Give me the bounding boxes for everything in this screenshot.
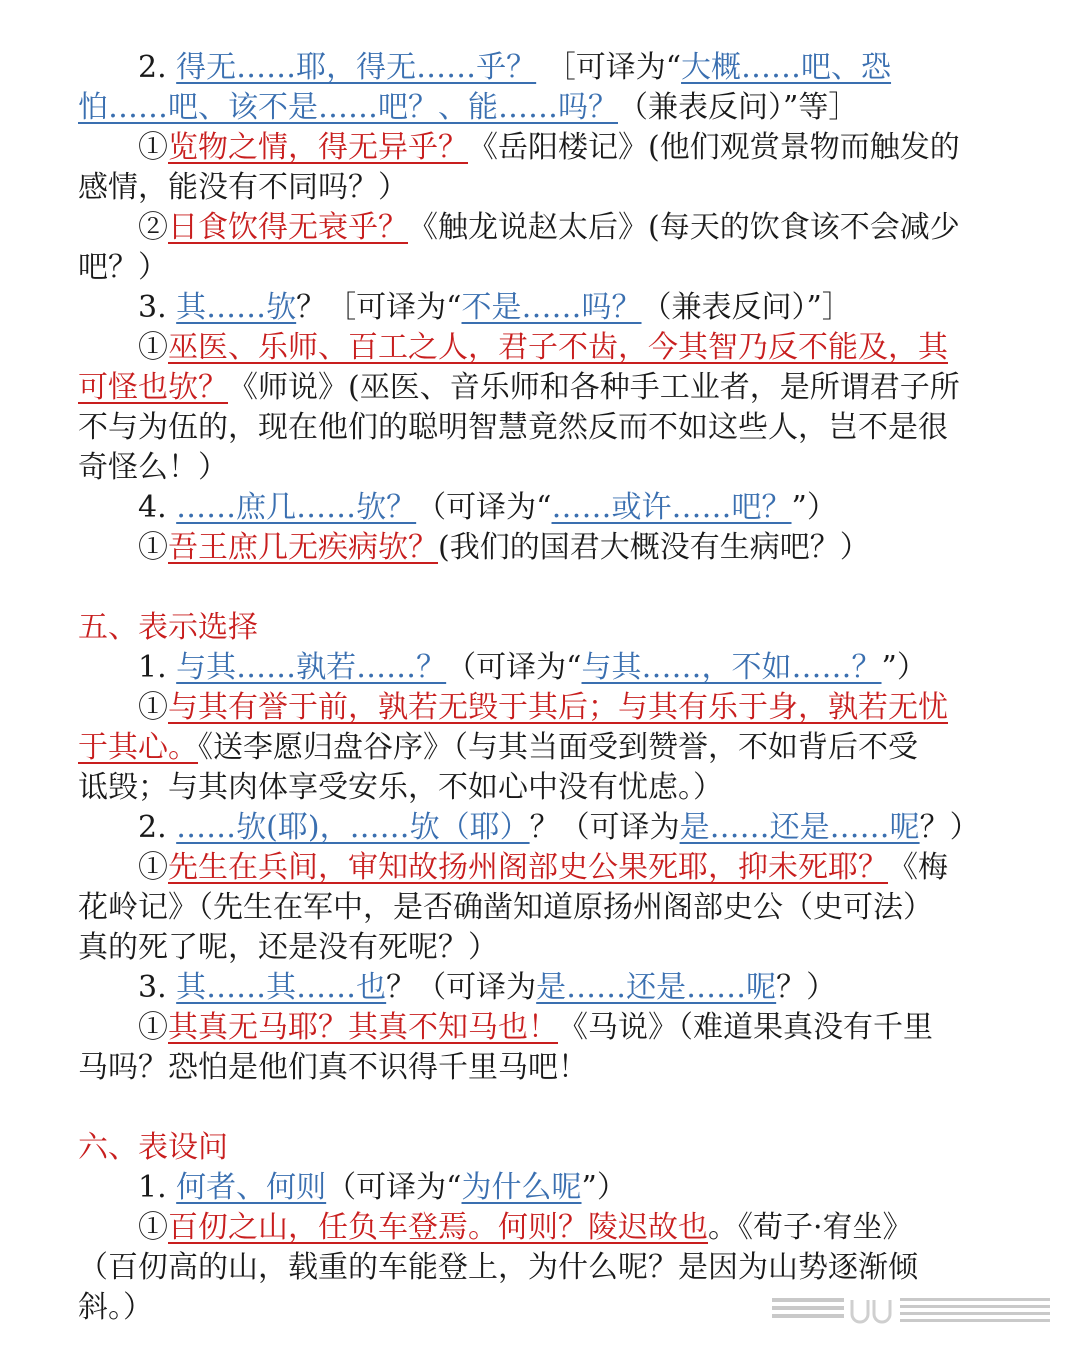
example-line — [78, 1248, 1003, 1288]
pattern-text: 大概……吧、恐 — [681, 50, 892, 85]
example-line — [78, 768, 1003, 808]
plain-text: ① — [138, 690, 168, 725]
plain-text: ？［可译为“ — [296, 290, 462, 325]
quote-text: 与其有誉于前，孰若无毁于其后；与其有乐于身，孰若无忧 — [168, 690, 948, 725]
item-1-title — [138, 648, 1003, 688]
pattern-text: 与其……孰若……？ — [176, 650, 447, 685]
plain-text: 《梅 — [888, 850, 948, 885]
plain-text: 《送李愿归盘谷序》（与其当面受到赞誉，不如背后不受 — [198, 730, 918, 765]
example-line — [78, 1048, 1003, 1088]
pattern-text: ……或许……吧？ — [551, 490, 792, 525]
plain-text: ② — [138, 210, 168, 245]
example-line — [138, 328, 1003, 368]
example-line — [138, 128, 1003, 168]
plain-text: ？） — [919, 810, 980, 845]
section-heading-5 — [78, 608, 1003, 648]
quote-text: 吾王庶几无疾病欤？ — [168, 530, 438, 565]
example-line — [78, 168, 1003, 208]
plain-text: ① — [138, 1210, 168, 1245]
pattern-text: 怕……吧、该不是……吧？、能……吗？ — [78, 90, 618, 125]
plain-text: 2. — [138, 810, 177, 845]
item-3-title — [138, 968, 1003, 1008]
quote-text: 览物之情，得无异乎？ — [168, 130, 468, 165]
pattern-text: 是……还是……呢 — [679, 810, 920, 845]
example-line — [138, 528, 1003, 568]
example-line — [138, 848, 1003, 888]
quote-text: 巫医、乐师、百工之人，君子不齿，今其智乃反不能及，其 — [168, 330, 948, 365]
plain-text: ”） — [881, 650, 927, 685]
example-line — [138, 208, 1003, 248]
example-line — [78, 728, 1003, 768]
section-heading-6 — [78, 1128, 1003, 1168]
plain-text: 4. — [138, 490, 177, 525]
plain-text: ？（可译为 — [386, 970, 537, 1005]
plain-text: (我们的国君大概没有生病吧？） — [438, 530, 870, 565]
plain-text: ”） — [791, 490, 837, 525]
quote-text: 于其心。 — [78, 730, 198, 765]
quote-text: 可怪也欤？ — [78, 370, 228, 405]
pattern-text: 其……欤 — [176, 290, 297, 325]
pattern-text: 为什么呢 — [461, 1170, 582, 1205]
plain-text: ① — [138, 530, 168, 565]
pattern-text: 是……还是……呢 — [536, 970, 777, 1005]
plain-text: 《岳阳楼记》(他们观赏景物而触发的 — [468, 130, 960, 165]
plain-text: 。《荀子·宥坐》 — [708, 1210, 913, 1245]
example-line — [78, 248, 1003, 288]
quote-text: 百仞之山，任负车登焉。何则？陵迟故也 — [168, 1210, 708, 1245]
plain-text: 《触龙说赵太后》(每天的饮食该不会减少 — [408, 210, 960, 245]
quote-text: 其真无马耶？其真不知马也！ — [168, 1010, 558, 1045]
item-4-title — [138, 488, 1003, 528]
pattern-text: 何者、何则 — [176, 1170, 327, 1205]
plain-text: 奇怪么！） — [78, 450, 228, 485]
plain-text: （可译为“ — [326, 1170, 462, 1205]
example-line — [138, 688, 1003, 728]
plain-text: 吧？） — [78, 250, 168, 285]
heading-text: 五、表示选择 — [78, 610, 258, 645]
example-line — [78, 928, 1003, 968]
pattern-text: ……庶几……欤？ — [176, 490, 417, 525]
item-2-title — [138, 808, 1003, 848]
example-line — [78, 888, 1003, 928]
plain-text: 3. — [138, 970, 177, 1005]
plain-text: 1. — [138, 1170, 177, 1205]
plain-text: ”） — [581, 1170, 627, 1205]
plain-text: ① — [138, 130, 168, 165]
plain-text: 《师说》(巫医、音乐师和各种手工业者，是所谓君子所 — [228, 370, 960, 405]
pattern-text: ……欤(耶)，……欤（耶） — [176, 810, 530, 845]
plain-text: 马吗？恐怕是他们真不识得千里马吧！ — [78, 1050, 588, 1085]
pattern-text: 不是……吗？ — [461, 290, 642, 325]
plain-text: 1. — [138, 650, 177, 685]
plain-text: （可译为“ — [416, 490, 552, 525]
plain-text: 感情，能没有不同吗？） — [78, 170, 408, 205]
item-3-title — [138, 288, 1003, 328]
plain-text: 2. — [138, 50, 177, 85]
plain-text: 斜。） — [78, 1290, 153, 1325]
watermark-icon — [772, 1290, 1062, 1330]
plain-text: 3. — [138, 290, 177, 325]
pattern-text: 其……其……也 — [176, 970, 387, 1005]
plain-text: ［可译为“ — [536, 50, 682, 85]
example-line — [138, 1008, 1003, 1048]
quote-text: 日食饮得无衰乎？ — [168, 210, 408, 245]
example-line — [78, 408, 1003, 448]
item-2-title-cont — [78, 88, 1003, 128]
plain-text: ① — [138, 850, 168, 885]
plain-text: 《马说》（难道果真没有千里 — [558, 1010, 933, 1045]
pattern-text: 与其……，不如……？ — [581, 650, 882, 685]
example-line — [78, 448, 1003, 488]
plain-text: （百仞高的山，载重的车能登上，为什么呢？是因为山势逐渐倾 — [78, 1250, 918, 1285]
plain-text: ① — [138, 330, 168, 365]
heading-text: 六、表设问 — [78, 1130, 228, 1165]
plain-text: （兼表反问）”等］ — [618, 90, 859, 125]
plain-text: 不与为伍的，现在他们的聪明智慧竟然反而不如这些人，岂不是很 — [78, 410, 948, 445]
pattern-text: 得无……耶，得无……乎？ — [176, 50, 537, 85]
quote-text: 先生在兵间，审知故扬州阁部史公果死耶，抑未死耶？ — [168, 850, 888, 885]
example-line — [138, 1208, 1003, 1248]
plain-text: （可译为“ — [446, 650, 582, 685]
plain-text: （兼表反问）”］ — [641, 290, 852, 325]
item-2-title — [138, 48, 1003, 88]
plain-text: ？） — [776, 970, 837, 1005]
plain-text: 诋毁；与其肉体享受安乐，不如心中没有忧虑。） — [78, 770, 723, 805]
example-line — [78, 368, 1003, 408]
item-1-title — [138, 1168, 1003, 1208]
plain-text: 真的死了呢，还是没有死呢？） — [78, 930, 498, 965]
plain-text: 花岭记》（先生在军中，是否确凿知道原扬州阁部史公（史可法） — [78, 890, 933, 925]
plain-text: ① — [138, 1010, 168, 1045]
plain-text: ？（可译为 — [529, 810, 680, 845]
